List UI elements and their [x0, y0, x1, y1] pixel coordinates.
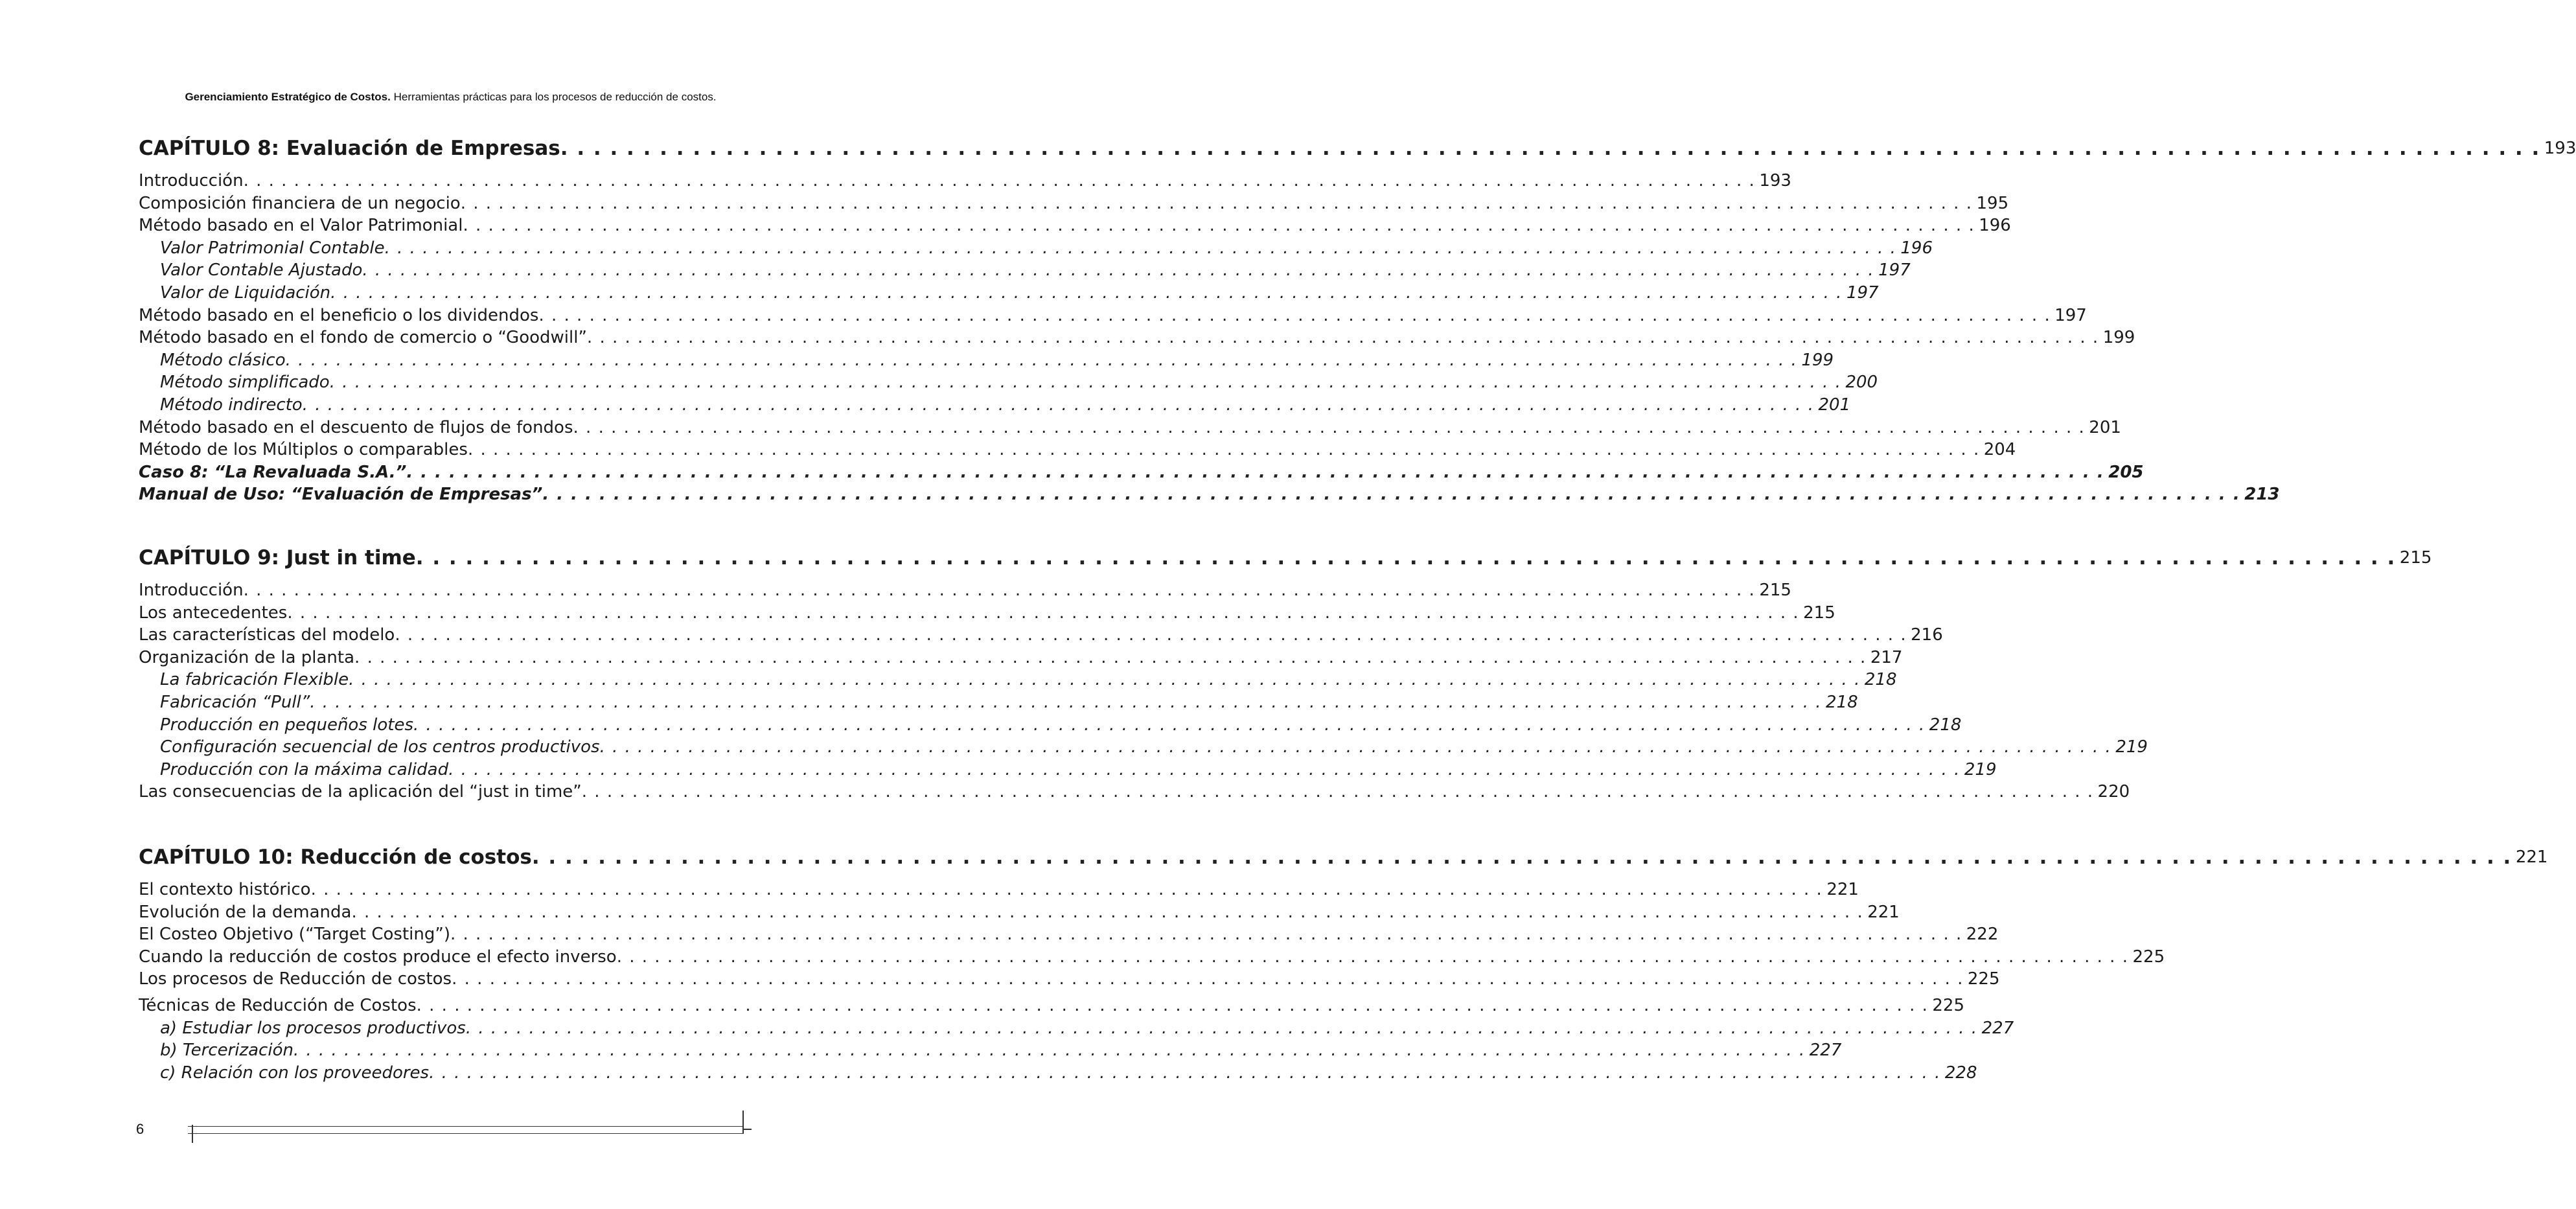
toc-entry-page: 205	[2108, 462, 2144, 482]
toc-entry-page: 218	[1826, 692, 1858, 712]
toc-entry-title: Método clásico	[160, 350, 286, 370]
toc-entry-page: 199	[1801, 350, 1834, 370]
dot-leader: . . . . . . . . . . . . . . . . . . . . . . . . . . . . . . . . . . . . . . . . . . . . . . . . . . . . . . . . . . . . . . . . . . . . . . . . . . . . . . . . . . . . . . . . . . . . . . . . . . . . . . . . . . . . . . . . . . . . . . . .	[285, 350, 1798, 370]
dot-leader: . . . . . . . . . . . . . . . . . . . . . . . . . . . . . . . . . . . . . . . . . . . . . . . . . . . . . . . . . . . . . . . . . . . . . . . . . . . . . . . . . . . . . . . . . . . . . . . . . . . . . . . . . . . . . . . . . . . . . . . .	[384, 238, 1897, 258]
dot-leader: . . . . . . . . . . . . . . . . . . . . . . . . . . . . . . . . . . . . . . . . . . . . . . . . . . . . . . . . . . . . . . . . . . . . . . . . . . . . . . . . . . . . . . . . . . . . . . . . . . . . . . . . . . . . . . . . . . . . . . . .	[429, 1063, 1941, 1083]
dot-leader: . . . . . . . . . . . . . . . . . . . . . . . . . . . . . . . . . . . . . . . . . . . . . . . . . . . . . . . . . . . . . . . . . . . . . . . . . . . . . . . . . . . . . . . . . . . . . . . . . . . . . . . . . . . . . . . . . . . . . . . .	[362, 260, 1875, 281]
toc-entry-title: Introducción	[139, 581, 244, 600]
toc-entry-page: 222	[1966, 925, 1999, 945]
toc-entry-title: Producción con la máxima calidad	[160, 759, 449, 779]
toc-entry-title: Las características del modelo	[139, 625, 395, 645]
dot-leader: . . . . . . . . . . . . . . . . . . . . . . . . . . . . . . . . . . . . . . . . . . . . . . . . . . . . . . . . . . . . . . . . . . . . . . . . . . . . . . . . . . . . . . . . . . . . . . . . . . . . . . . . . . . . . . . . . . . . . . . .	[330, 282, 1843, 303]
toc-entry-title: Fabricación “Pull”	[160, 692, 310, 712]
toc-entry-title: Producción en pequeños lotes	[160, 715, 414, 735]
toc-chapter-9	[139, 543, 2432, 803]
chapter-heading	[139, 543, 2432, 573]
chapter-heading	[139, 133, 2576, 163]
toc-entry	[139, 879, 1859, 901]
toc-entry-title: Valor Contable Ajustado	[160, 260, 363, 281]
dot-leader: . . . . . . . . . . . . . . . . . . . . . . . . . . . . . . . . . . . . . . . . . . . . . . . . . . . . . . . . . . . . . . . . . . . . . . . . . . . . . . . . . . . . . . . . . . . . . . . . . . . . . . . . . . . . . . . . . . . . . . . .	[581, 782, 2094, 802]
toc-entry	[139, 371, 1878, 394]
dot-leader: . . . . . . . . . . . . . . . . . . . . . . . . . . . . . . . . . . . . . . . . . . . . . . . . . . . . . . . . . . . . . . . . . . . . . . . . . . . . . . . . . . . . . . . . . . . . . . . . . . . . . . . . . . . . . . . . . . . . . . . .	[395, 625, 1907, 645]
toc-entry-title: Técnicas de Reducción de Costos	[139, 995, 417, 1015]
toc-entry-page: 219	[2115, 737, 2148, 757]
footer-tick-right	[742, 1111, 744, 1134]
toc-entry-page: 197	[2054, 305, 2087, 325]
toc-entry	[139, 214, 2011, 237]
toc-entry-page: 215	[1759, 581, 1791, 600]
toc-entry	[139, 394, 1851, 417]
dot-leader: . . . . . . . . . . . . . . . . . . . . . . . . . . . . . . . . . . . . . . . . . . . . . . . . . . . . . . . . . . . . . . . . . . . . . . . . . . . . . . . . . . . . . . . . . . . . . . . . . . . . . . . . . . . . . . . . . . . . . . . .	[406, 462, 2105, 482]
toc-entry	[139, 305, 2087, 327]
toc-entry-page: 193	[2544, 139, 2576, 158]
toc-entry-title: Los antecedentes	[139, 603, 288, 623]
toc-entry-title: Manual de Uso: “Evaluación de Empresas”	[139, 485, 543, 505]
toc-entry-title: Las consecuencias de la aplicación del “just in time”	[139, 782, 582, 802]
toc-entry-title: Caso 8: “La Revaluada S.A.”	[139, 462, 407, 482]
toc-entry-page: 216	[1911, 625, 1943, 645]
toc-entry-title: a) Estudiar los procesos productivos	[160, 1018, 466, 1038]
toc-entry	[139, 282, 1879, 305]
toc-entry-page: 218	[1929, 715, 1962, 735]
toc-entry	[139, 995, 1965, 1017]
footer-tick-left	[192, 1125, 193, 1143]
toc-entry-page: 220	[2097, 782, 2130, 802]
toc-entry-page: 228	[1944, 1063, 1977, 1083]
toc-entry-title: Método de los Múltiplos o comparables	[139, 440, 468, 460]
toc-entry-page: 221	[1867, 902, 1900, 922]
toc-entry-title: Método basado en el descuento de flujos de fondos	[139, 417, 573, 437]
toc-entry-title: Los procesos de Reducción de costos	[139, 969, 452, 989]
toc-entry	[139, 968, 2000, 991]
toc-entry	[139, 1039, 1842, 1062]
toc-entry	[139, 349, 1834, 372]
toc-entry-page: 221	[1826, 880, 1859, 899]
dot-leader: . . . . . . . . . . . . . . . . . . . . . . . . . . . . . . . . . . . . . . . . . . . . . . . . . . . . . . . . . . . . . . . . . . . . . . . . . . . . . . . . . . . . . . . . . . . . . . . . . . . . . . . . . . . . . . . . . . . . . . . .	[310, 880, 1823, 899]
running-head	[0, 91, 901, 104]
dot-leader: . . . . . . . . . . . . . . . . . . . . . . . . . . . . . . . . . . . . . . . . . . . . . . . . . . . . . . . . . . . . . . . . . . . . . . . . . . . . . . . . . . . . . . . . . . . . . . . . . . . . . . . . . . . . . . . . . . . . . . . .	[467, 440, 1980, 460]
dot-leader: . . . . . . . . . . . . . . . . . . . . . . . . . . . . . . . . . . . . . . . . . . . . . . . . . . . . . . . . . . . . . . . . . . . . . . . . . . . . . . . . . . . . . . . . . . . . . . . . . . . . . . . . . . . . . . . . . . . . . . . .	[243, 581, 1756, 600]
toc-entry-title: Método simplificado	[160, 373, 330, 393]
dot-leader: . . . . . . . . . . . . . . . . . . . . . . . . . . . . . . . . . . . . . . . . . . . . . . . . . . . . . . . . . . . . . . . . . . . . . . . . . . . . . . . . . . . . . . . . . . . . . . . . . . . . . . . . . . . . . . . . . . . . . . . .	[243, 171, 1756, 190]
toc-entry	[139, 901, 1900, 924]
toc-entry	[139, 192, 2009, 215]
toc-entry-page: 225	[1967, 969, 2000, 989]
toc-entry-page: 215	[2399, 548, 2432, 568]
toc-entry	[139, 647, 1903, 669]
chapter-heading	[139, 842, 2548, 872]
toc-entry	[139, 327, 2135, 349]
toc-entry-title: Cuando la reducción de costos produce el efecto inverso	[139, 947, 617, 967]
toc-entry-page: 197	[1846, 282, 1879, 303]
toc-entry	[139, 417, 2121, 439]
toc-entry	[139, 923, 1999, 946]
toc-entry	[139, 237, 1933, 260]
dot-leader: . . . . . . . . . . . . . . . . . . . . . . . . . . . . . . . . . . . . . . . . . . . . . . . . . . . . . . . . . . . . . . . . . . . . . . . . . . . . . . . . . . . . . . . . . . . . . . . . . . . . . . . . . . . . . . . . . . . . . . . .	[310, 692, 1823, 712]
toc-entry-title: Introducción	[139, 171, 244, 190]
toc-entry-page: 193	[1759, 171, 1791, 190]
toc-entry-page: 200	[1845, 373, 1878, 393]
toc-entry	[139, 170, 1791, 192]
toc-entry-page: 196	[1979, 216, 2011, 236]
dot-leader: . . . . . . . . . . . . . . . . . . . . . . . . . . . . . . . . . . . . . . . . . . . . . . . . . . . . . . . . . . . . . . . . . . . . . . . . . . . . . . . . . . . . . . . . . . . . . . . . . . . . . . . . . . . . . . . . . . . . . . . .	[542, 485, 2241, 505]
dot-leader: . . . . . . . . . . . . . . . . . . . . . . . . . . . . . . . . . . . . . . . . . . . . . . . . . . . . . . . . . . . . . . . . . . . . . . . . . . . . . . . . . . . . . . . . . . . . . . . . . . . . . . . . . . . . . . . . . . . . . . . .	[354, 647, 1867, 667]
toc-entry-page: 227	[1809, 1041, 1842, 1061]
toc-entry-title: Composición financiera de un negocio	[139, 193, 461, 213]
toc-entry-page: 218	[1864, 670, 1897, 690]
toc-entry-page: 225	[1932, 995, 1965, 1015]
toc-entry-page: 199	[2102, 328, 2135, 348]
toc-entry	[139, 483, 2280, 506]
toc-entry-page: 195	[1976, 193, 2009, 213]
toc-entry-page: 196	[1900, 238, 1933, 258]
toc-entry-title: b) Tercerización	[160, 1041, 293, 1061]
toc-entry-title: Valor de Liquidación	[160, 282, 331, 303]
toc-entry-page: 217	[1870, 647, 1903, 667]
toc-entry-page: 221	[2515, 847, 2548, 867]
toc-entry	[139, 714, 1962, 737]
toc-entry	[139, 602, 1835, 625]
toc-entry-page: 227	[1981, 1018, 2014, 1038]
dot-leader: . . . . . . . . . . . . . . . . . . . . . . . . . . . . . . . . . . . . . . . . . . . . . . . . . . . . . . . . . . . . . . . . . . . . . . . . . . . . . . . . . . . . . . . . . . . . . . . . . . . . . . . . . . . . . . . . . . . . . . . .	[452, 969, 1964, 989]
dot-leader: . . . . . . . . . . . . . . . . . . . . . . . . . . . . . . . . . . . . . . . . . . . . . . . . . . . . . . . . . . . . . . . . . . . . . . . . . . . . . . . . . . . . . . . . . . . . . . . . . . . . . . . . . . . . . . . . . . . . . . . .	[599, 737, 2112, 757]
dot-leader: . . . . . . . . . . . . . . . . . . . . . . . . . . . . . . . . . . . . . . . . . . . . . . . . . . . . . . . . . . . . . . . . . . . . . . . . . . . . . . . . . . . . . . . . . . . . . . . . . . . . . . . . . . . . . . . . . . . . . . . .	[460, 193, 1973, 213]
toc-entry-title: CAPÍTULO 8: Evaluación de Empresas	[139, 137, 560, 160]
toc-entry	[139, 736, 2148, 759]
dot-leader: . . . . . . . . . . . . . . . . . . . . . . . . . . . . . . . . . . . . . . . . . . . . . . . . . . . . . . . . . . . . . . . . . . . . . . . . . . . . . . . . . . . . . . . . . . . . . . . . . . . . . . . . . . . . . . . . . . . . . . . .	[416, 995, 1929, 1015]
toc-entry-title: El Costeo Objetivo (“Target Costing”)	[139, 925, 450, 945]
toc-chapter-10	[139, 842, 2548, 1084]
toc-entry-title: CAPÍTULO 10: Reducción de costos	[139, 846, 532, 869]
toc-entry-title: El contexto histórico	[139, 880, 311, 899]
dot-leader: . . . . . . . . . . . . . . . . . . . . . . . . . . . . . . . . . . . . . . . . . . . . . . . . . . . . . . . . . . . . . . . . . . . . . . . . . . . . . . . . . . . . . . . . . . . . . . . . . . . . . . . . . . . . . . . . . . . . . . . .	[586, 328, 2099, 348]
dot-leader: . . . . . . . . . . . . . . . . . . . . . . . . . . . . . . . . . . . . . . . . . . . . . . . . . . . . . . . . . . . . . . . . . . . . . . . . . . . . . . . . . . . . . . . . . . . . . . . . . . . . . . . . . . . . . . . . . . . . . . . .	[448, 759, 1961, 779]
dot-leader: . . . . . . . . . . . . . . . . . . . . . . . . . . . . . . . . . . . . . . . . . . . . . . . . . . . . . . . . . . . . . . . . . . . . . . . . . . . . . . . . . . . . . . . . . . . . . . . . . . . . . . . . . . . . . . . . . . . . . . . .	[329, 373, 1842, 393]
toc-entry-page: 219	[1964, 759, 1997, 779]
toc-entry-title: Organización de la planta	[139, 647, 355, 667]
dot-leader: . . . . . . . . . . . . . . . . . . . . . . . . . . . . . . . . . . . . . . . . . . . . . . . . . . . . . . . . . . . . . . . . . . . . . . . . . . . . . . . . . . . . . . . . . . . . . . . . . . . . . . . . . . . . . . . . . . . . . . . .	[415, 546, 2396, 570]
footer-tick-right-arm	[742, 1129, 752, 1130]
dot-leader: . . . . . . . . . . . . . . . . . . . . . . . . . . . . . . . . . . . . . . . . . . . . . . . . . . . . . . . . . . . . . . . . . . . . . . . . . . . . . . . . . . . . . . . . . . . . . . . . . . . . . . . . . . . . . . . . . . . . . . . .	[573, 417, 2086, 437]
toc-entry-page: 225	[2132, 947, 2165, 967]
dot-leader: . . . . . . . . . . . . . . . . . . . . . . . . . . . . . . . . . . . . . . . . . . . . . . . . . . . . . . . . . . . . . . . . . . . . . . . . . . . . . . . . . . . . . . . . . . . . . . . . . . . . . . . . . . . . . . . . . . . . . . . .	[349, 670, 1861, 690]
toc-entry	[139, 781, 2130, 803]
dot-leader: . . . . . . . . . . . . . . . . . . . . . . . . . . . . . . . . . . . . . . . . . . . . . . . . . . . . . . . . . . . . . . . . . . . . . . . . . . . . . . . . . . . . . . . . . . . . . . . . . . . . . . . . . . . . . . . . . . . . . . . .	[302, 395, 1815, 415]
toc-entry-page: 215	[1803, 603, 1835, 623]
toc-entry-title: Método basado en el fondo de comercio o “Goodwill”	[139, 328, 587, 348]
page-number: 6	[136, 1121, 144, 1137]
dot-leader: . . . . . . . . . . . . . . . . . . . . . . . . . . . . . . . . . . . . . . . . . . . . . . . . . . . . . . . . . . . . . . . . . . . . . . . . . . . . . . . . . . . . . . . . . . . . . . . . . . . . . . . . . . . . . . . . . . . . . . . .	[538, 305, 2051, 325]
dot-leader: . . . . . . . . . . . . . . . . . . . . . . . . . . . . . . . . . . . . . . . . . . . . . . . . . . . . . . . . . . . . . . . . . . . . . . . . . . . . . . . . . . . . . . . . . . . . . . . . . . . . . . . . . . . . . . . . . . . . . . . .	[531, 846, 2512, 869]
toc-entry-title: Método indirecto	[160, 395, 303, 415]
toc-entry-title: Método basado en el beneficio o los dividendos	[139, 305, 539, 325]
toc-entry-title: CAPÍTULO 9: Just in time	[139, 546, 416, 570]
toc-entry	[139, 759, 1997, 781]
toc-entry	[139, 691, 1858, 714]
dot-leader: . . . . . . . . . . . . . . . . . . . . . . . . . . . . . . . . . . . . . . . . . . . . . . . . . . . . . . . . . . . . . . . . . . . . . . . . . . . . . . . . . . . . . . . . . . . . . . . . . . . . . . . . . . . . . . . . . . . . . . . .	[413, 715, 1926, 735]
running-head-subtitle: Herramientas prácticas para los procesos de reducción de costos.	[390, 91, 717, 103]
toc-entry-page: 201	[2089, 417, 2121, 437]
dot-leader: . . . . . . . . . . . . . . . . . . . . . . . . . . . . . . . . . . . . . . . . . . . . . . . . . . . . . . . . . . . . . . . . . . . . . . . . . . . . . . . . . . . . . . . . . . . . . . . . . . . . . . . . . . . . . . . . . . . . . . . .	[465, 1018, 1978, 1038]
toc-entry	[139, 624, 1943, 647]
toc-entry	[139, 1062, 1977, 1085]
dot-leader: . . . . . . . . . . . . . . . . . . . . . . . . . . . . . . . . . . . . . . . . . . . . . . . . . . . . . . . . . . . . . . . . . . . . . . . . . . . . . . . . . . . . . . . . . . . . . . . . . . . . . . . . . . . . . . . . . . . . . . . .	[560, 137, 2540, 160]
running-head-title: Gerenciamiento Estratégico de Costos.	[185, 91, 391, 103]
toc-entry-title: La fabricación Flexible	[160, 670, 349, 690]
dot-leader: . . . . . . . . . . . . . . . . . . . . . . . . . . . . . . . . . . . . . . . . . . . . . . . . . . . . . . . . . . . . . . . . . . . . . . . . . . . . . . . . . . . . . . . . . . . . . . . . . . . . . . . . . . . . . . . . . . . . . . . .	[287, 603, 1800, 623]
toc-entry	[139, 439, 2016, 461]
toc-entry	[139, 461, 2144, 484]
toc-entry	[139, 1017, 2014, 1040]
dot-leader: . . . . . . . . . . . . . . . . . . . . . . . . . . . . . . . . . . . . . . . . . . . . . . . . . . . . . . . . . . . . . . . . . . . . . . . . . . . . . . . . . . . . . . . . . . . . . . . . . . . . . . . . . . . . . . . . . . . . . . . .	[351, 902, 1864, 922]
toc-entry	[139, 579, 1791, 602]
toc-entry-page: 201	[1818, 395, 1851, 415]
toc-entry	[139, 946, 2165, 969]
dot-leader: . . . . . . . . . . . . . . . . . . . . . . . . . . . . . . . . . . . . . . . . . . . . . . . . . . . . . . . . . . . . . . . . . . . . . . . . . . . . . . . . . . . . . . . . . . . . . . . . . . . . . . . . . . . . . . . . . . . . . . . .	[293, 1041, 1806, 1061]
dot-leader: . . . . . . . . . . . . . . . . . . . . . . . . . . . . . . . . . . . . . . . . . . . . . . . . . . . . . . . . . . . . . . . . . . . . . . . . . . . . . . . . . . . . . . . . . . . . . . . . . . . . . . . . . . . . . . . . . . . . . . . .	[450, 925, 1962, 945]
toc-entry-title: Configuración secuencial de los centros productivos	[160, 737, 600, 757]
toc-entry-title: c) Relación con los proveedores	[160, 1063, 430, 1083]
toc-entry-title: Valor Patrimonial Contable	[160, 238, 385, 258]
toc-entry-title: Evolución de la demanda	[139, 902, 352, 922]
footer-rule	[188, 1126, 742, 1134]
toc-entry-page: 213	[2244, 485, 2280, 505]
dot-leader: . . . . . . . . . . . . . . . . . . . . . . . . . . . . . . . . . . . . . . . . . . . . . . . . . . . . . . . . . . . . . . . . . . . . . . . . . . . . . . . . . . . . . . . . . . . . . . . . . . . . . . . . . . . . . . . . . . . . . . . .	[616, 947, 2129, 967]
toc-entry	[139, 259, 1911, 282]
toc-entry-page: 197	[1878, 260, 1911, 281]
toc-entry	[139, 669, 1897, 691]
toc-entry-page: 204	[1983, 440, 2016, 460]
toc-chapter-8	[139, 133, 2576, 506]
dot-leader: . . . . . . . . . . . . . . . . . . . . . . . . . . . . . . . . . . . . . . . . . . . . . . . . . . . . . . . . . . . . . . . . . . . . . . . . . . . . . . . . . . . . . . . . . . . . . . . . . . . . . . . . . . . . . . . . . . . . . . . .	[463, 216, 1975, 236]
toc-entry-title: Método basado en el Valor Patrimonial	[139, 216, 463, 236]
